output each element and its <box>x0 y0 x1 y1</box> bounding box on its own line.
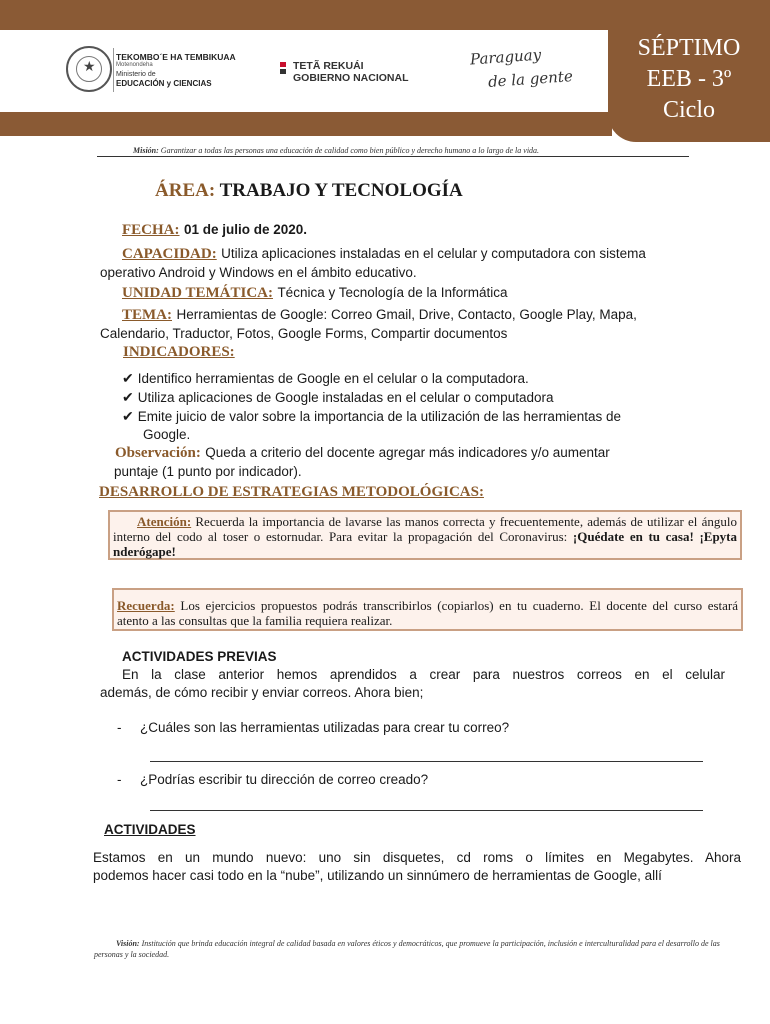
indicadores-label: INDICADORES: <box>123 344 235 360</box>
desarrollo-heading: DESARROLLO DE ESTRATEGIAS METODOLÓGICAS: <box>99 484 484 500</box>
tema-text-2: Calendario, Traductor, Fotos, Google Forms, Compartir documentos <box>100 326 508 341</box>
indicador-item-3-cont: Google. <box>143 427 191 442</box>
logo-divider <box>113 48 114 92</box>
actividades-text-1: Estamos en un mundo nuevo: uno sin disquetes, cd roms o límites en Megabytes. Ahora <box>93 850 741 865</box>
actividades-text-2: podemos hacer casi todo en la “nube”, utilizando un sinnúmero de herramientas de Google, allí <box>93 868 662 883</box>
vision-text: Institución que brinda educación integral de calidad basada en valores éticos y democráticos, que promueve la participación, inclusión e interculturalidad para el desarrollo de las personas y la sociedad. <box>94 939 720 959</box>
header-top-bar <box>0 0 770 30</box>
mision-text: Garantizar a todas las personas una educación de calidad como bien público y derecho humano a lo largo de la vida. <box>160 146 540 155</box>
ministry-line-1: TEKOMBO´E HA TEMBIKUAA <box>116 52 236 62</box>
grade-badge <box>608 30 770 142</box>
question-2-bullet: - <box>117 772 122 787</box>
paraguay-logo-line-2: de la gente <box>487 67 574 91</box>
atencion-bold: ¡Quédate en tu casa! ¡Epyta nderógape! <box>113 529 738 559</box>
actividades-previas-text-1: En la clase anterior hemos aprendidos a crear para nuestros correos en el celular <box>122 667 725 682</box>
answer-line-1[interactable] <box>150 761 703 762</box>
header-bottom-bar <box>0 112 612 136</box>
indicador-text: Identifico herramientas de Google en el celular o la computadora. <box>137 371 529 386</box>
recuerda-label: Recuerda: <box>117 598 175 613</box>
atencion-label: Atención: <box>137 514 192 529</box>
recuerda-box <box>112 588 743 631</box>
seal-star-icon: ★ <box>83 58 96 74</box>
government-line-2: GOBIERNO NACIONAL <box>293 72 409 84</box>
ministry-line-4: EDUCACIÓN y CIENCIAS <box>116 79 212 88</box>
vision-label: Visión: <box>116 939 140 948</box>
atencion-text: Recuerda la importancia de lavarse las manos correcta y frecuentemente, además de utilizar el ángulo interno del codo al toser o estornudar. Para evitar la propagación del Coronavirus: <box>113 514 737 544</box>
fecha-value: 01 de julio de 2020. <box>183 222 308 237</box>
indicador-item-1 <box>122 369 529 388</box>
mision-statement <box>133 146 539 155</box>
actividades-previas-text-2: además, de cómo recibir y enviar correos. Ahora bien; <box>100 685 424 700</box>
unidad-row <box>122 284 508 302</box>
ministry-line-3: Ministerio de <box>116 71 156 78</box>
unidad-value: Técnica y Tecnología de la Informática <box>277 285 508 300</box>
observacion-text-1: Queda a criterio del docente agregar más indicadores y/o aumentar <box>205 445 610 460</box>
tema-row-1 <box>122 306 742 324</box>
area-label: ÁREA: <box>155 180 216 201</box>
grade-line-1: SÉPTIMO <box>637 35 741 61</box>
capacidad-row-1 <box>122 245 742 263</box>
ministry-line-2: Motenondeha <box>116 62 153 68</box>
question-1-bullet: - <box>117 720 122 735</box>
grade-line-2: EEB - 3º <box>646 66 732 92</box>
observacion-text-2: puntaje (1 punto por indicador). <box>114 464 302 479</box>
question-1: ¿Cuáles son las herramientas utilizadas para crear tu correo? <box>140 720 510 735</box>
grade-line-3: Ciclo <box>663 97 715 123</box>
actividades-previas-heading: ACTIVIDADES PREVIAS <box>122 649 277 664</box>
flag-icon <box>280 62 286 78</box>
answer-line-2[interactable] <box>150 810 703 811</box>
mision-label: Misión: <box>133 146 159 155</box>
indicador-item-3 <box>122 407 742 426</box>
capacidad-text-1: Utiliza aplicaciones instaladas en el celular y computadora con sistema <box>221 246 646 261</box>
capacidad-text-2: operativo Android y Windows en el ámbito educativo. <box>100 265 417 280</box>
fecha-row <box>122 221 307 239</box>
checkmark-icon: ✔ <box>122 408 134 424</box>
tema-label: TEMA: <box>122 307 172 323</box>
area-value: TRABAJO Y TECNOLOGÍA <box>219 180 463 201</box>
atencion-box <box>108 510 742 560</box>
observacion-row-1 <box>115 444 741 462</box>
checkmark-icon: ✔ <box>122 389 134 405</box>
tema-text-1: Herramientas de Google: Correo Gmail, Drive, Contacto, Google Play, Mapa, <box>176 307 637 322</box>
indicador-text: Utiliza aplicaciones de Google instaladas en el celular o computadora <box>137 390 554 405</box>
vision-statement <box>94 938 734 960</box>
paraguay-logo-line-1: Paraguay <box>469 45 542 69</box>
observacion-label: Observación: <box>115 445 201 461</box>
checkmark-icon: ✔ <box>122 370 134 386</box>
mision-underline <box>97 156 689 157</box>
question-2: ¿Podrías escribir tu dirección de correo creado? <box>140 772 429 787</box>
indicador-text: Emite juicio de valor sobre la importancia de la utilización de las herramientas de <box>137 409 621 424</box>
recuerda-text: Los ejercicios propuestos podrás transcribirlos (copiarlos) en tu cuaderno. El docente del curso estará atento a las consultas que la familia requiera realizar. <box>117 598 738 628</box>
capacidad-label: CAPACIDAD: <box>122 246 217 262</box>
area-heading <box>155 180 463 202</box>
indicador-item-2 <box>122 388 553 407</box>
unidad-label: UNIDAD TEMÁTICA: <box>122 285 273 301</box>
actividades-heading: ACTIVIDADES <box>104 822 196 837</box>
government-line-1: TETÃ REKUÁI <box>293 60 364 72</box>
fecha-label: FECHA: <box>122 222 180 238</box>
